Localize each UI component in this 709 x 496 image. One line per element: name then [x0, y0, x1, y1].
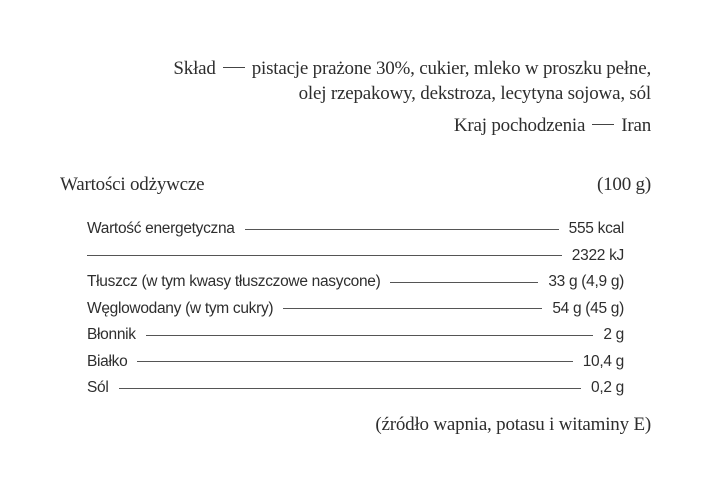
nutrition-footnote: (źródło wapnia, potasu i witaminy E) — [375, 414, 651, 435]
row-label: Węglowodany (w tym cukry) — [87, 299, 274, 317]
row-label: Tłuszcz (w tym kwasy tłuszczowe nasycone) — [87, 273, 381, 291]
ingredients-line-1 — [91, 56, 651, 81]
ingredients-text-1: pistacje prażone 30%, cukier, mleko w proszku pełne, — [251, 58, 651, 79]
row-label: Błonnik — [87, 326, 136, 344]
ingredients-line-2: olej rzepakowy, dekstroza, lecytyna sojowa, sól — [298, 83, 651, 104]
dash-separator — [223, 67, 245, 68]
leader-line — [137, 361, 572, 362]
nutrition-row-fiber — [87, 322, 624, 349]
row-value: 10,4 g — [582, 352, 624, 370]
row-value: 2 g — [603, 326, 624, 344]
nutrition-table — [87, 216, 624, 402]
leader-line — [119, 388, 582, 389]
origin-value: Iran — [621, 115, 651, 136]
row-value: 2322 kJ — [571, 246, 624, 264]
ingredients-label: Skład — [173, 58, 216, 79]
row-value: 0,2 g — [591, 379, 624, 397]
nutrition-row-salt — [87, 375, 624, 402]
nutrition-header — [60, 172, 651, 197]
leader-line — [146, 335, 594, 336]
dash-separator — [592, 124, 614, 125]
origin-block — [454, 113, 651, 138]
nutrition-row-energy-kcal — [87, 216, 624, 243]
leader-line — [390, 282, 538, 283]
row-label: Sól — [87, 379, 109, 397]
row-value: 54 g (45 g) — [552, 299, 624, 317]
nutrition-row-energy-kj — [87, 243, 624, 270]
row-value: 33 g (4,9 g) — [548, 273, 624, 291]
leader-line — [283, 308, 542, 309]
leader-line — [87, 255, 562, 256]
nutrition-portion: (100 g) — [596, 174, 651, 195]
nutrition-title: Wartości odżywcze — [60, 174, 205, 195]
row-value: 555 kcal — [568, 220, 624, 238]
nutrition-row-protein — [87, 349, 624, 376]
row-label: Wartość energetyczna — [87, 220, 235, 238]
leader-line — [245, 229, 559, 230]
nutrition-row-fat — [87, 269, 624, 296]
ingredients-block — [91, 56, 651, 106]
nutrition-row-carbohydrates — [87, 296, 624, 323]
origin-label: Kraj pochodzenia — [453, 115, 586, 136]
row-label: Białko — [87, 352, 128, 370]
